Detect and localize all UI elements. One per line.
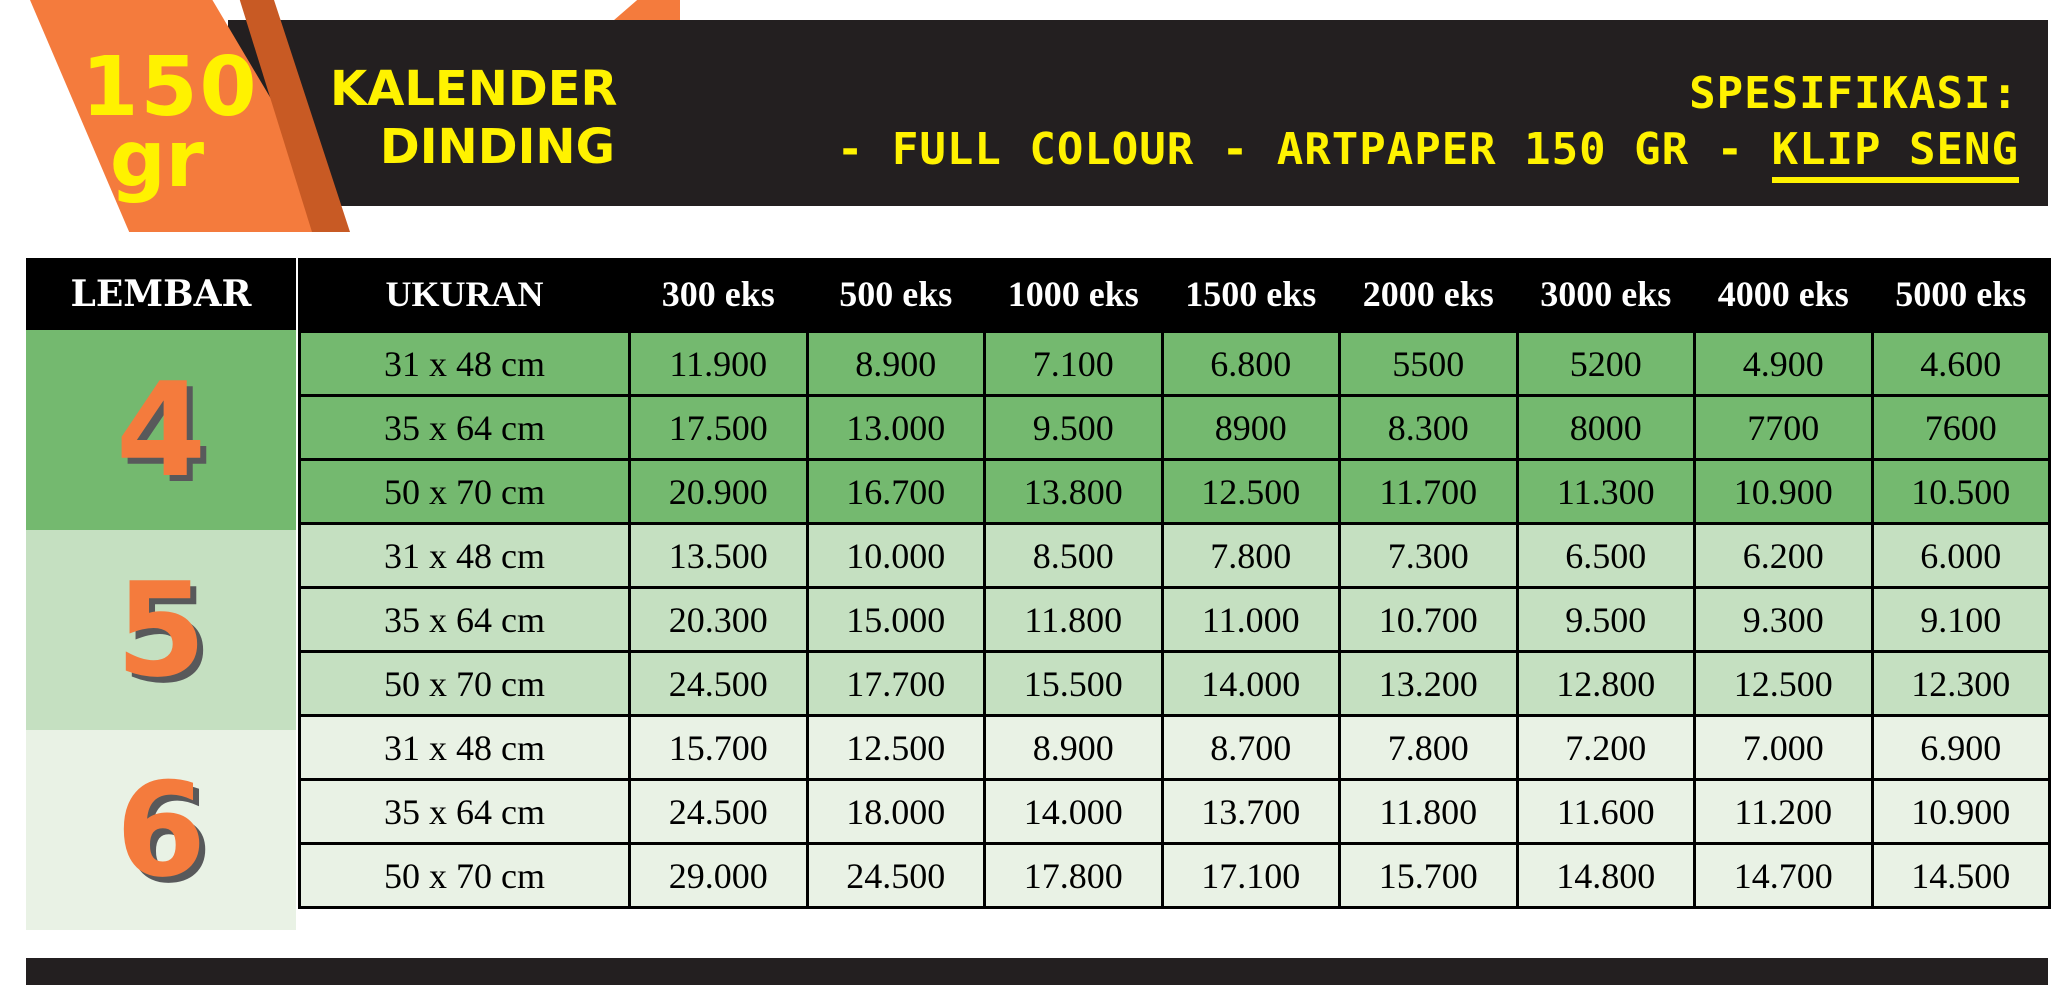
size-cell: 35 x 64 cm (300, 780, 630, 844)
footer-bar (26, 958, 2048, 985)
price-cell: 14.500 (1872, 844, 2050, 908)
size-cell: 31 x 48 cm (300, 332, 630, 396)
spec-line-underlined: KLIP SENG (1772, 124, 2019, 183)
price-cell: 10.500 (1872, 460, 2050, 524)
price-cell: 9.300 (1695, 588, 1873, 652)
price-cell: 9.100 (1872, 588, 2050, 652)
product-title (330, 60, 618, 176)
size-cell: 50 x 70 cm (300, 652, 630, 716)
price-cell: 10.000 (807, 524, 985, 588)
price-cell: 17.500 (630, 396, 808, 460)
table-row (300, 780, 2050, 844)
price-cell: 11.300 (1517, 460, 1695, 524)
price-cell: 15.000 (807, 588, 985, 652)
price-cell: 16.700 (807, 460, 985, 524)
price-table (298, 258, 2051, 909)
price-cell: 13.200 (1340, 652, 1518, 716)
spec-line (759, 122, 2019, 178)
price-cell: 15.700 (1340, 844, 1518, 908)
price-cell: 6.200 (1695, 524, 1873, 588)
size-cell: 35 x 64 cm (300, 588, 630, 652)
price-cell: 7600 (1872, 396, 2050, 460)
price-cell: 8.900 (807, 332, 985, 396)
spec-title: SPESIFIKASI: (1689, 68, 2019, 119)
price-cell: 12.500 (1162, 460, 1340, 524)
qty-header: 2000 eks (1340, 258, 1518, 332)
lembar-6: 6 (26, 730, 296, 930)
price-cell: 13.000 (807, 396, 985, 460)
price-cell: 17.700 (807, 652, 985, 716)
price-cell: 14.800 (1517, 844, 1695, 908)
size-cell: 35 x 64 cm (300, 396, 630, 460)
price-cell: 7.200 (1517, 716, 1695, 780)
price-cell: 13.700 (1162, 780, 1340, 844)
price-cell: 13.500 (630, 524, 808, 588)
price-cell: 5200 (1517, 332, 1695, 396)
price-cell: 14.000 (1162, 652, 1340, 716)
table-row (300, 652, 2050, 716)
price-cell: 6.900 (1872, 716, 2050, 780)
price-cell: 17.100 (1162, 844, 1340, 908)
price-cell: 8.700 (1162, 716, 1340, 780)
qty-header: 1500 eks (1162, 258, 1340, 332)
paper-weight (60, 40, 280, 206)
price-cell: 12.500 (807, 716, 985, 780)
price-cell: 14.700 (1695, 844, 1873, 908)
price-cell: 12.300 (1872, 652, 2050, 716)
table-row (300, 396, 2050, 460)
price-cell: 6.000 (1872, 524, 2050, 588)
lembar-5: 5 (26, 530, 296, 730)
price-cell: 6.800 (1162, 332, 1340, 396)
price-cell: 13.800 (985, 460, 1163, 524)
table-row (300, 524, 2050, 588)
size-header: UKURAN (300, 258, 630, 332)
spec-line-text: - FULL COLOUR - ARTPAPER 150 GR - (836, 124, 1772, 175)
price-cell: 24.500 (630, 652, 808, 716)
price-cell: 29.000 (630, 844, 808, 908)
product-title-line2: DINDING (379, 119, 615, 175)
qty-header: 3000 eks (1517, 258, 1695, 332)
price-cell: 14.000 (985, 780, 1163, 844)
lembar-header: LEMBAR (26, 258, 296, 330)
price-cell: 15.700 (630, 716, 808, 780)
price-cell: 18.000 (807, 780, 985, 844)
price-cell: 12.800 (1517, 652, 1695, 716)
price-cell: 15.500 (985, 652, 1163, 716)
price-cell: 10.900 (1872, 780, 2050, 844)
qty-header: 5000 eks (1872, 258, 2050, 332)
price-cell: 11.800 (1340, 780, 1518, 844)
lembar-4: 4 (26, 330, 296, 530)
table-row (300, 844, 2050, 908)
price-cell: 11.600 (1517, 780, 1695, 844)
price-cell: 4.900 (1695, 332, 1873, 396)
price-cell: 10.700 (1340, 588, 1518, 652)
size-cell: 31 x 48 cm (300, 524, 630, 588)
size-cell: 50 x 70 cm (300, 844, 630, 908)
qty-header: 500 eks (807, 258, 985, 332)
price-cell: 11.900 (630, 332, 808, 396)
table-header-row (300, 258, 2050, 332)
price-cell: 11.800 (985, 588, 1163, 652)
price-cell: 6.500 (1517, 524, 1695, 588)
size-cell: 31 x 48 cm (300, 716, 630, 780)
price-cell: 8000 (1517, 396, 1695, 460)
price-cell: 7700 (1695, 396, 1873, 460)
price-cell: 8.900 (985, 716, 1163, 780)
price-cell: 9.500 (985, 396, 1163, 460)
price-cell: 5500 (1340, 332, 1518, 396)
price-cell: 20.900 (630, 460, 808, 524)
price-table-body (300, 332, 2050, 908)
price-cell: 24.500 (807, 844, 985, 908)
specification (759, 66, 2019, 178)
size-cell: 50 x 70 cm (300, 460, 630, 524)
price-cell: 11.700 (1340, 460, 1518, 524)
qty-header: 300 eks (630, 258, 808, 332)
price-cell: 8.300 (1340, 396, 1518, 460)
price-cell: 7.100 (985, 332, 1163, 396)
price-cell: 8900 (1162, 396, 1340, 460)
price-cell: 24.500 (630, 780, 808, 844)
price-cell: 9.500 (1517, 588, 1695, 652)
table-row (300, 332, 2050, 396)
price-cell: 11.000 (1162, 588, 1340, 652)
price-cell: 11.200 (1695, 780, 1873, 844)
price-cell: 20.300 (630, 588, 808, 652)
lembar-column (26, 258, 296, 930)
product-title-line1: KALENDER (330, 61, 618, 117)
price-cell: 12.500 (1695, 652, 1873, 716)
price-cell: 8.500 (985, 524, 1163, 588)
price-cell: 7.000 (1695, 716, 1873, 780)
price-cell: 17.800 (985, 844, 1163, 908)
table-row (300, 716, 2050, 780)
price-cell: 7.300 (1340, 524, 1518, 588)
price-cell: 7.800 (1340, 716, 1518, 780)
table-row (300, 460, 2050, 524)
table-row (300, 588, 2050, 652)
qty-header: 4000 eks (1695, 258, 1873, 332)
price-cell: 7.800 (1162, 524, 1340, 588)
price-cell: 10.900 (1695, 460, 1873, 524)
qty-header: 1000 eks (985, 258, 1163, 332)
price-cell: 4.600 (1872, 332, 2050, 396)
paper-weight-number: 150 (81, 40, 259, 135)
paper-weight-unit: gr (109, 115, 205, 206)
